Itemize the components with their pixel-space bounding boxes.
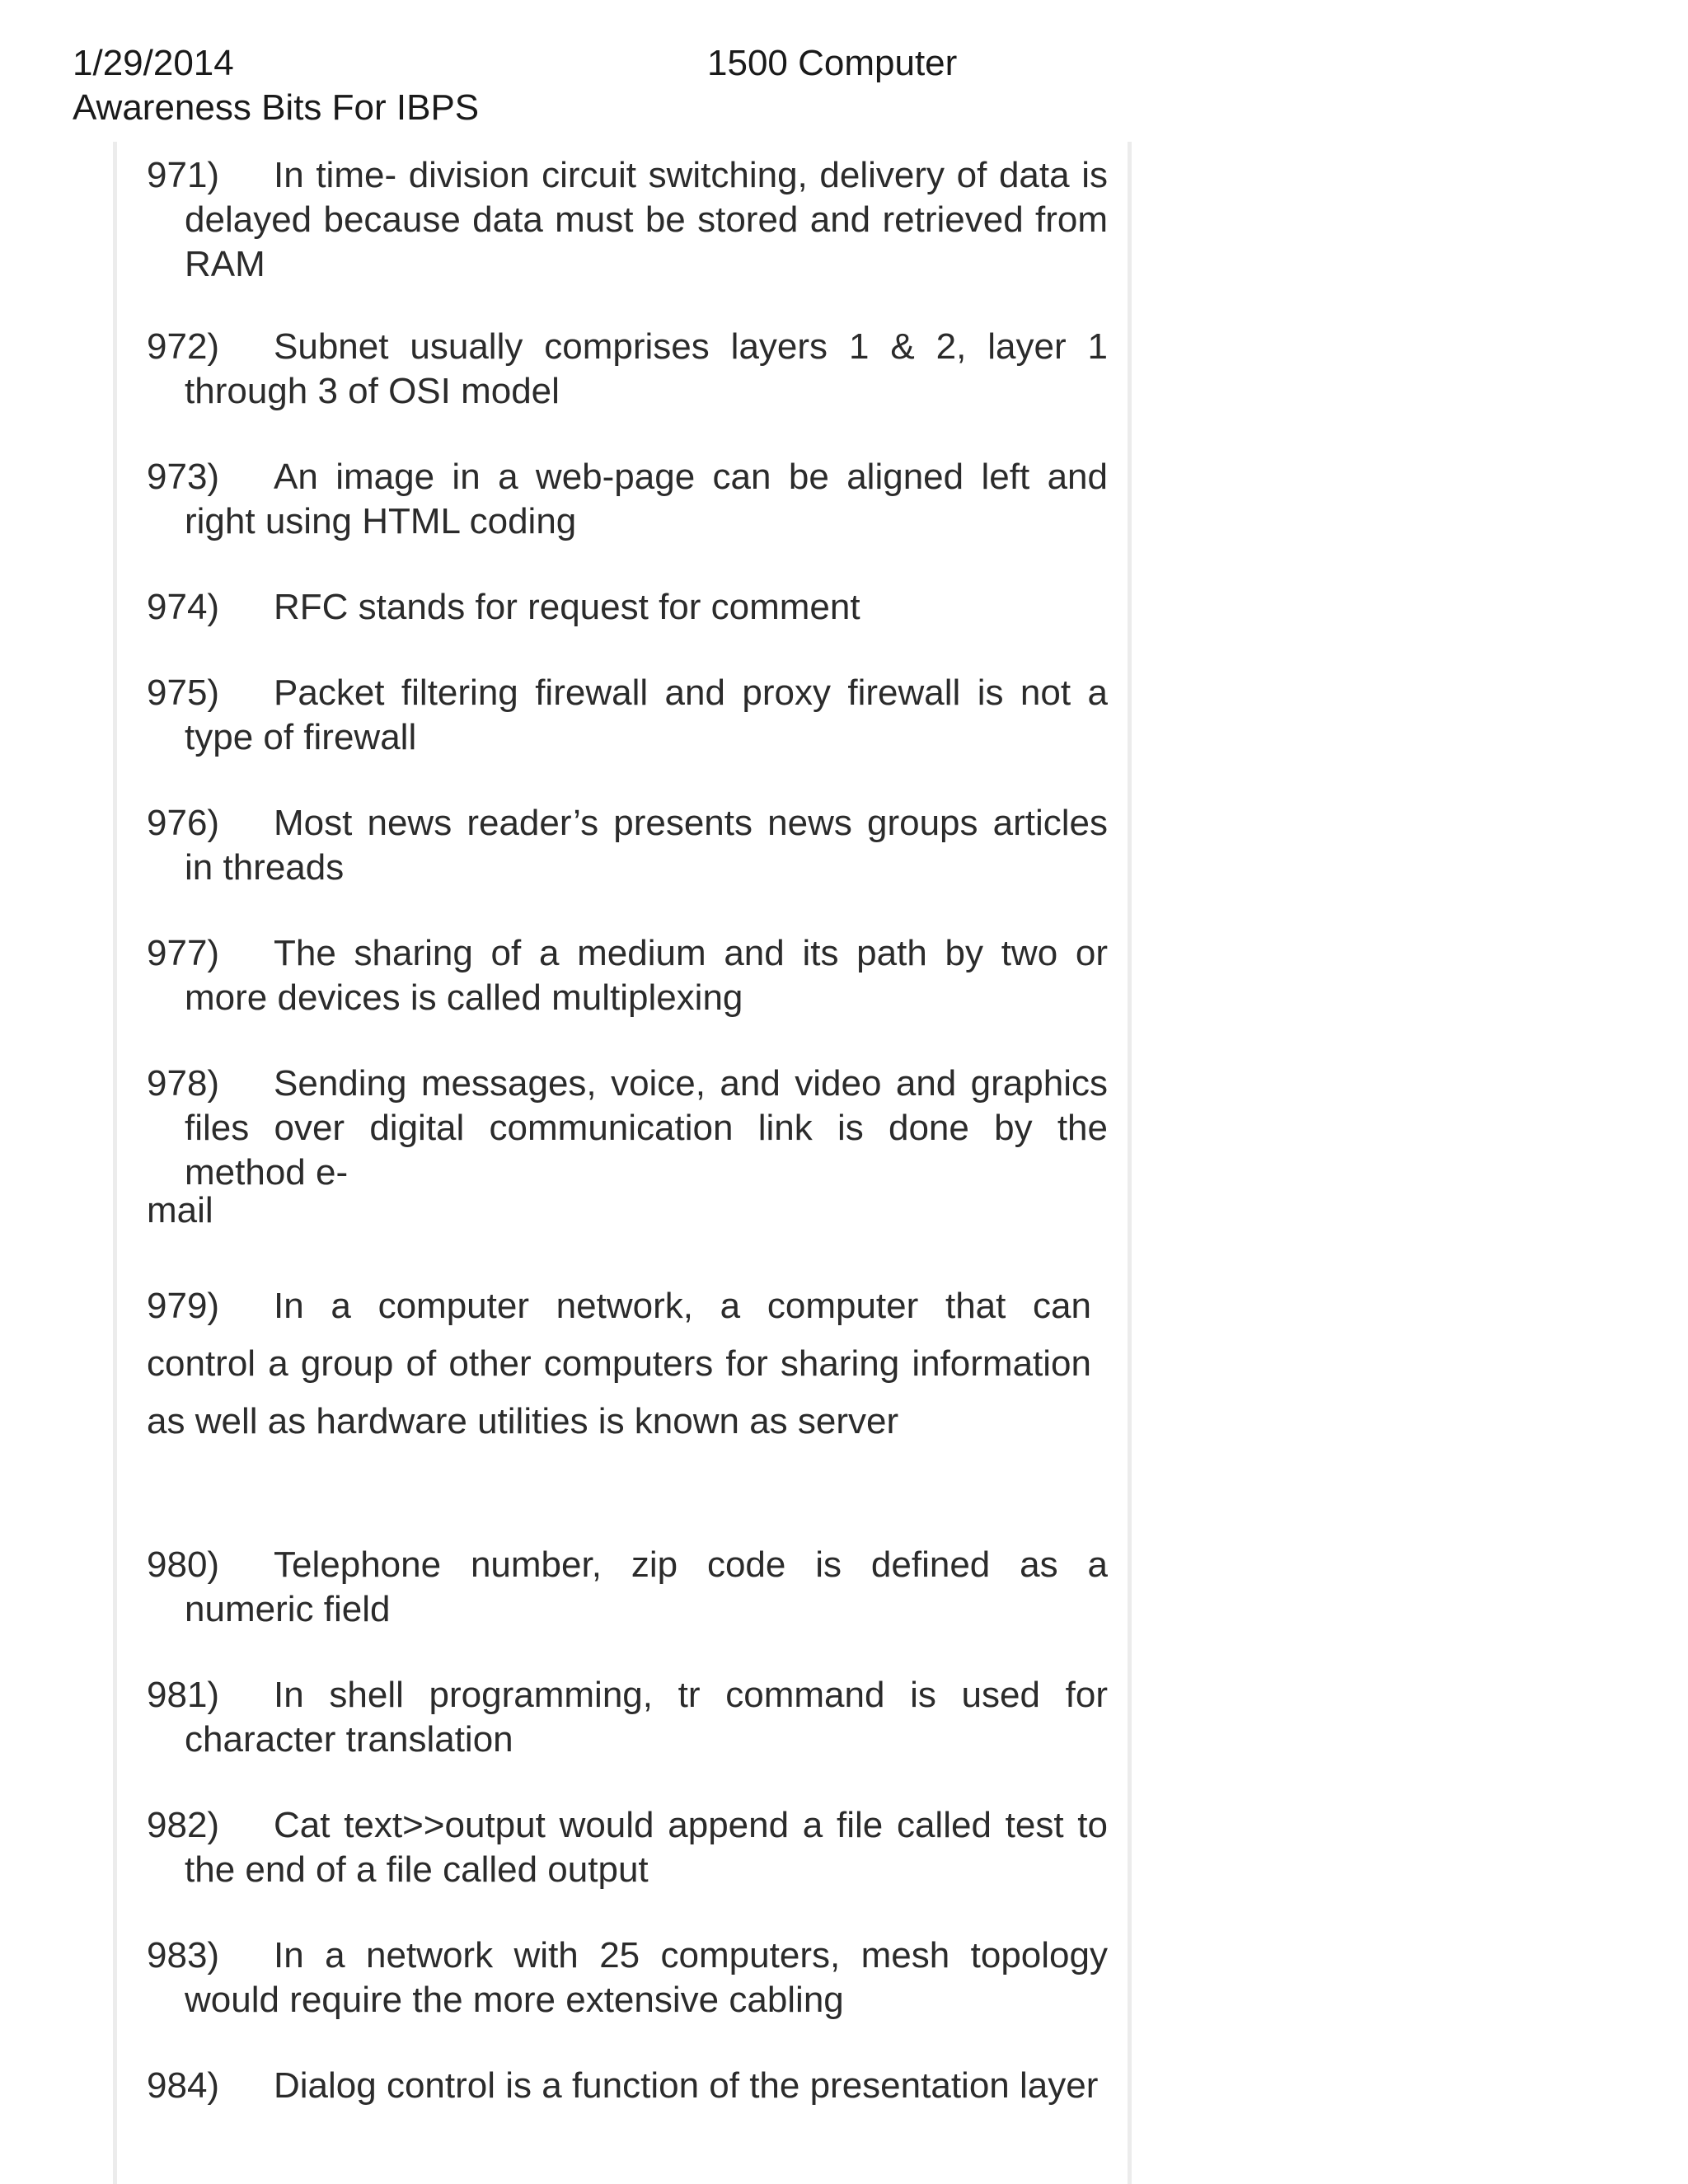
page-header [0, 0, 1688, 140]
list-item [147, 1277, 1091, 1451]
item-text: Subnet usually comprises layers 1 & 2, layer 1 through 3 of OSI model [185, 326, 1108, 411]
item-text: In shell programming, tr command is used for character translation [185, 1675, 1108, 1760]
header-title-left: Awareness Bits For IBPS [73, 87, 480, 128]
item-text: In a network with 25 computers, mesh topology would require the more extensive cabling [185, 1935, 1108, 2020]
list-item [147, 1673, 1108, 1762]
item-text-continuation: mail [147, 1190, 213, 1230]
item-text: The sharing of a medium and its path by two or more devices is called multiplexing [185, 933, 1108, 1018]
item-text: In time- division circuit switching, delivery of data is delayed because data must be stored and retrieved from RAM [185, 155, 1108, 284]
item-number: 975) [147, 673, 220, 713]
item-number: 983) [147, 1935, 220, 1975]
list-item [147, 1933, 1108, 2022]
list-item [147, 455, 1108, 544]
item-text: Dialog control is a function of the presentation layer [274, 2065, 1099, 2106]
item-text: Telephone number, zip code is defined as a numeric field [185, 1544, 1108, 1629]
list-item [147, 1543, 1108, 1632]
item-number: 976) [147, 803, 220, 843]
item-number: 981) [147, 1675, 220, 1715]
content-column [113, 142, 1132, 2184]
list-item [147, 801, 1108, 890]
list-item [147, 931, 1108, 1020]
item-number: 974) [147, 587, 220, 627]
item-text: Packet filtering firewall and proxy firewall is not a type of firewall [185, 673, 1108, 757]
item-text: Cat text>>output would append a file called test to the end of a file called output [185, 1805, 1108, 1890]
item-number: 977) [147, 933, 220, 973]
item-text: Sending messages, voice, and video and graphics files over digital communication link is done by the method e- [185, 1063, 1108, 1193]
item-number: 980) [147, 1544, 220, 1585]
item-text: RFC stands for request for comment [274, 587, 860, 627]
item-number: 973) [147, 457, 220, 497]
list-item [147, 325, 1108, 414]
item-number: 972) [147, 326, 220, 367]
item-number: 978) [147, 1063, 220, 1104]
list-item [147, 153, 1108, 287]
header-title-right: 1500 Computer [707, 43, 958, 83]
item-number: 982) [147, 1805, 220, 1845]
list-item [147, 585, 1108, 630]
header-date: 1/29/2014 [73, 43, 234, 83]
item-number: 979) [147, 1286, 220, 1326]
item-text: An image in a web-page can be aligned left and right using HTML coding [185, 457, 1108, 541]
item-number: 971) [147, 155, 220, 195]
item-text: Most news reader’s presents news groups articles in threads [185, 803, 1108, 888]
item-text: In a computer network, a computer that can control a group of other computers for sharing information as well as hardware utilities is known as server [147, 1286, 1091, 1441]
list-item [147, 671, 1108, 760]
list-item [147, 1803, 1108, 1892]
list-item [147, 2064, 1108, 2108]
list-item [147, 1062, 1108, 1195]
item-number: 984) [147, 2065, 220, 2106]
